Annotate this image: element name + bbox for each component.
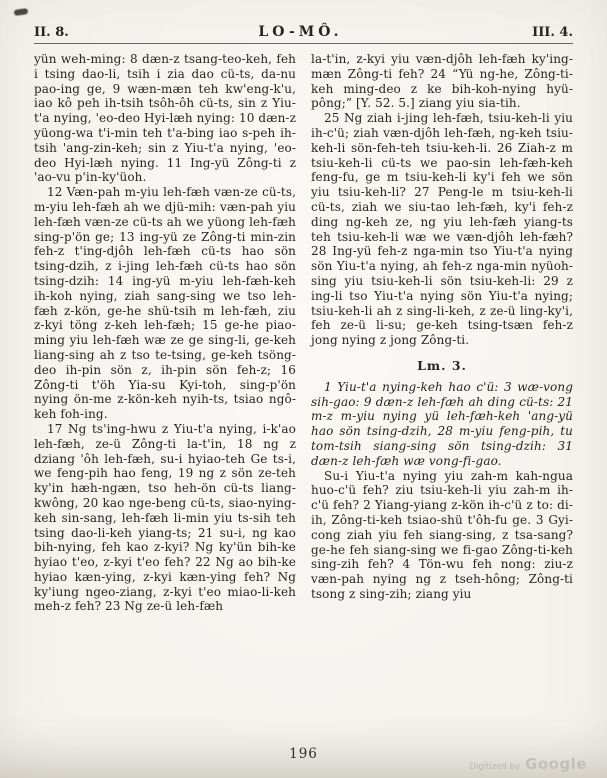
running-title: LO-MÔ. — [258, 24, 343, 40]
google-logo-text: Google — [525, 755, 587, 773]
digitized-watermark — [469, 755, 587, 773]
chapter-summary: 1 Yiu-t'a nying-keh hao c'ü: 3 wæ-vong sih-gao: 9 dæn-z leh-fæh ah ding cü-ts: 21 m-z m-yiu nying yü leh-fæh-keh 'ang-yü hao sön tsing-dzih, 28 m-yiu feng-pih, tu tom-tsih siang-sing sön tsing-dzih: 31 dæn-z leh-fæh wæ vong-fi-gao. — [311, 379, 573, 468]
page-header — [34, 24, 573, 40]
verse-text: 25 Ng ziah i-jing leh-fæh, tsiu-keh-li yiu ih-c'ü; ziah væn-djôh leh-fæh, ng-keh tsiu-keh-li sön-feh-teh tsiu-keh-li. 26 Ziah-z m tsiu-keh-li cü-ts we pao-sin leh-fæh-keh feng-fu, ge m tsiu-keh-li ky'i feh we sön yiu tsiu-keh-li? 27 Peng-le m tsiu-keh-li cü-ts, ziah we siu-tao leh-fæh, ky'i feh-z ding ng-keh ze, ng yiu leh-fæh yiang-ts teh tsiu-keh-li wæ we væn-djôh leh-fæh? 28 Ing-yü feh-z nga-min tso Yiu-t'a nying sön Yiu-t'a nying, ah feh-z nga-min nyüoh-sing yiu tsiu-keh-li sön tsiu-keh-li: 29 z ing-li tso Yiu-t'a nying sön Yiu-t'a nying; tsiu-keh-li ah z sing-li-keh, z ze-ü ling-ky'i, feh ze-ü li-su; ge-keh tsing-tsæn feh-z jong nying z jong Zông-ti. — [311, 111, 573, 348]
chapter-heading: Lm. 3. — [417, 357, 467, 373]
verse-text: Su-i Yiu-t'a nying yiu zah-m kah-ngua huo-c'ü feh? ziu tsiu-keh-li yiu zah-m ih-c'ü feh? 2 Yiang-yiang z-kön ih-c'ü z to: di-ih, Zông-ti-keh tsiao-shü t'ôh-fu ge. 3 Gyi-cong ziah yiu feh siang-sing, z tsa-sang? ge-he feh siang-sing we fi-gao Zông-ti-keh sing-zih feh? 4 Tön-wu feh nong: ziu-z væn-pah nying ng z tseh-hông; Zông-ti tsong z sing-zih; ziang yiu — [311, 468, 573, 601]
verse-text: 12 Væn-pah m-yiu leh-fæh væn-ze cü-ts, m-yiu leh-fæh ah we djü-mih: væn-pah yiu leh-fæh væn-ze cü-ts ah we yüong leh-fæh sing-p'ön ge; 13 ing-yü ze Zông-ti min-zin feh-z t'ing-djôh leh-fæh cü-ts hao sön tsing-dzih, z i-jing leh-fæh cü-ts hao sön tsing-dzih: 14 ing-yü m-yiu leh-fæh-keh ih-koh nying, ziah sang-sing we tso leh-fæh z-kön, ge-he shü-tsih m leh-fæh, ziu z-kyi töng z-keh leh-fæh; 15 ge-he piao-ming yiu leh-fæh wæ ze ge sing-li, ge-keh liang-sing ah z tso te-tsing, ge-keh tsöng-deo ih-pin sön z, ih-pin sön feh-z; 16 Zông-ti t'öh Yia-su Kyi-toh, sing-p'ön nying ön-me z-kön-keh nyih-ts, tsiao ngô-keh foh-ing. — [34, 185, 296, 422]
verse-text: yün weh-ming: 8 dæn-z tsang-teo-keh, feh i tsing dao-li, tsih i zia dao cü-ts, da-nu pao-ing ge, 9 wæn-mæn teh kw'eng-k'u, iao kô peh ih-tsih tsôh-ôh cü-ts, sin z Yiu-t'a nying, 'eo-deo Hyi-læh nying: 10 dæn-z yüong-wa t'i-min teh t'a-bing iao s-peh ih-tsih 'ang-zin-keh; sin z Yiu-t'a nying, 'eo-deo Hyi-læh nying. 11 Ing-yü Zông-ti z 'ao-vu p'in-ky'üoh. — [34, 52, 296, 185]
header-rule — [34, 43, 573, 44]
verse-text: 17 Ng ts'ing-hwu z Yiu-t'a nying, i-k'ao leh-fæh, ze-ü Zông-ti la-t'in, 18 ng z dziang 'ôh leh-fæh, su-i hyiao-teh Ge ts-i, we feng-pih hao feng, 19 ng z sön ze-teh ky'in hæh-ngæn, tso heh-ön cü-ts liang-kwông, 20 kao nge-beng cü-ts, siao-nying-keh sin-sang, leh-fæh li-min yiu ts-sih teh tsing dao-li-keh yiang-ts; 21 su-i, ng kao bih-nying, feh kao z-kyi? Ng ky'ün bih-ke hyiao t'eo, z-kyi t'eo feh? 22 Ng ao bih-ke hyiao kæn-ying, z-kyi kæn-ying feh? Ng ky'iung ngeo-ziang, z-kyi t'eo miao-li-keh meh-z feh? 23 Ng ze-ü leh-fæh — [34, 421, 296, 614]
watermark-prefix: Digitized by — [469, 762, 521, 772]
verse-text: la-t'in, z-kyi yiu væn-djôh leh-fæh ky'ing-mæn Zông-ti feh? 24 “Yü ng-he, Zông-ti-keh ming-deo z ke bih-koh-nying hyü-pông;” [Y. 52. 5.] ziang yiu sia-tih. — [311, 52, 573, 111]
page-number: 196 — [289, 746, 318, 762]
text-columns — [34, 52, 573, 730]
chapter-ref-left: II. 8. — [34, 25, 69, 40]
scan-artifact — [14, 8, 29, 16]
chapter-ref-right: III. 4. — [532, 25, 573, 40]
right-column — [311, 52, 573, 730]
left-column — [34, 52, 296, 730]
